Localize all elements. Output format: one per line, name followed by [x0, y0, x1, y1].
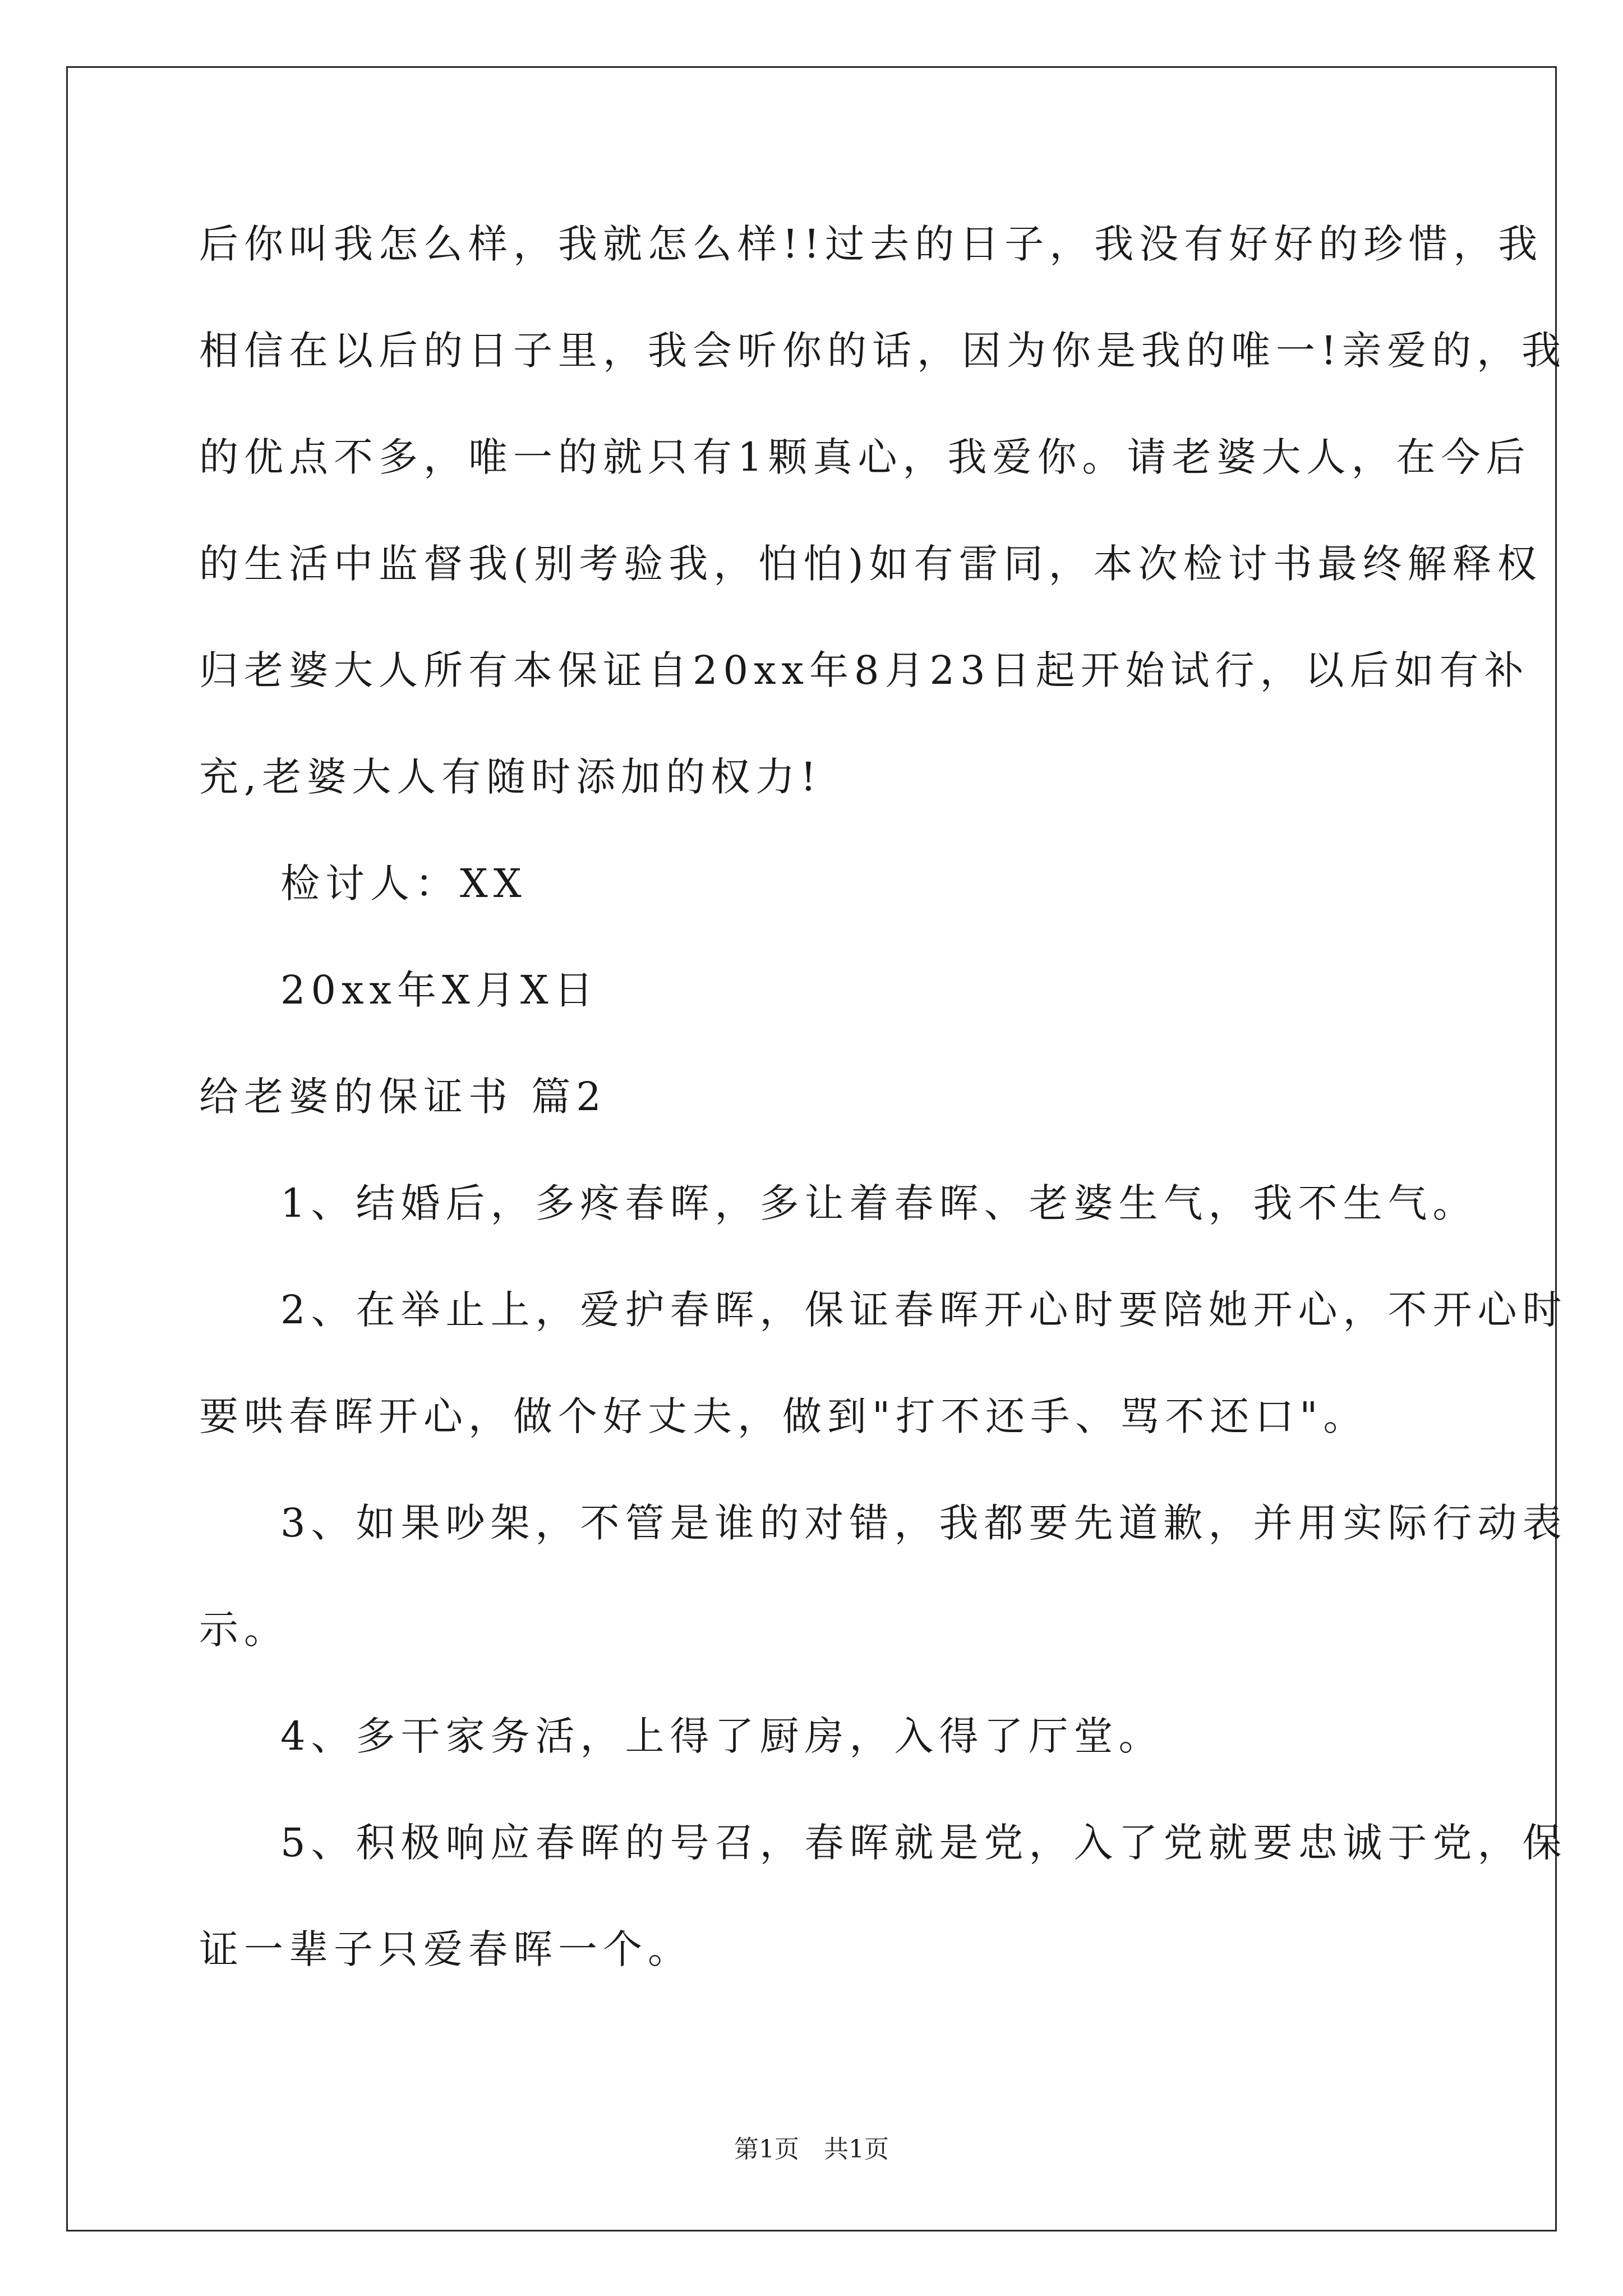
text-line: 的优点不多，唯一的就只有1颗真心，我爱你。请老婆大人，在今后 [199, 434, 1531, 480]
page-border [66, 66, 1557, 2231]
date-line: 20xx年X月X日 [280, 967, 599, 1013]
text-line: 1、结婚后，多疼春晖，多让着春晖、老婆生气，我不生气。 [280, 1180, 1478, 1226]
text-line: 的生活中监督我(别考验我，怕怕)如有雷同，本次检讨书最终解释权 [199, 541, 1542, 587]
section-heading: 给老婆的保证书 篇2 [199, 1074, 607, 1120]
text-line: 4、多干家务活，上得了厨房，入得了厅堂。 [280, 1713, 1164, 1759]
text-line: 后你叫我怎么样，我就怎么样!!过去的日子，我没有好好的珍惜，我 [199, 221, 1543, 267]
text-line: 2、在举止上，爱护春晖，保证春晖开心时要陪她开心，不开心时 [280, 1287, 1567, 1333]
text-line: 3、如果吵架，不管是谁的对错，我都要先道歉，并用实际行动表 [280, 1500, 1567, 1546]
text-line: 5、积极响应春晖的号召，春晖就是党，入了党就要忠诚于党，保 [280, 1820, 1567, 1866]
page-footer: 第1页 共1页 [734, 2135, 889, 2164]
text-line: 要哄春晖开心，做个好丈夫，做到"打不还手、骂不还口"。 [199, 1393, 1368, 1439]
signature-line: 检讨人：XX [280, 861, 527, 907]
text-line: 归老婆大人所有本保证自20xx年8月23日起开始试行，以后如有补 [199, 647, 1529, 693]
text-line: 充,老婆大人有随时添加的权力! [199, 754, 822, 800]
text-line: 相信在以后的日子里，我会听你的话，因为你是我的唯一!亲爱的，我 [199, 328, 1567, 374]
text-line: 证一辈子只爱春晖一个。 [199, 1926, 693, 1972]
text-line: 示。 [199, 1607, 289, 1653]
